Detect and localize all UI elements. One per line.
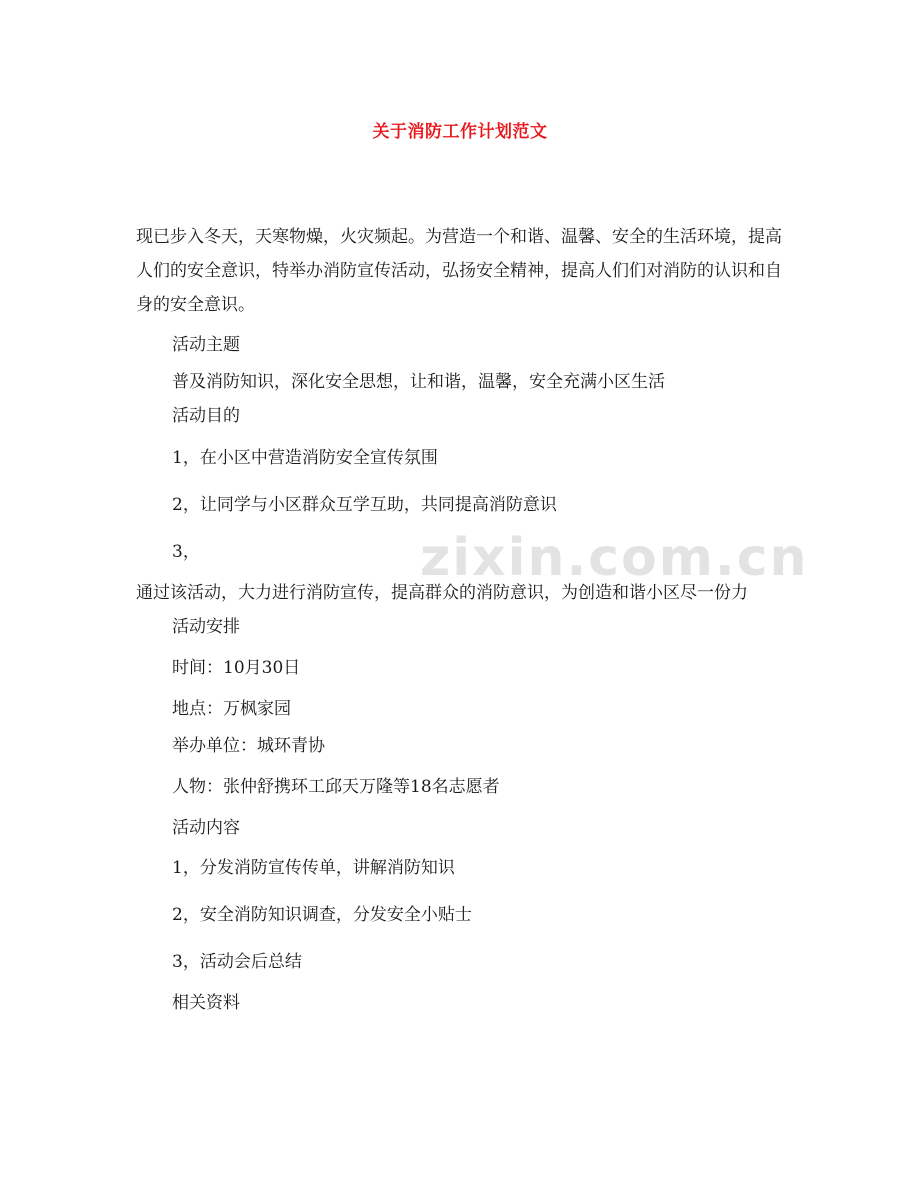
watermark: zixin.com.cn [420,528,809,588]
purpose-item-2: 2，让同学与小区群众互学互助，共同提高消防意识 [172,495,557,515]
arrangement-people: 人物：张仲舒携环工邱天万隆等18名志愿者 [172,777,500,797]
heading-activity-arrangement: 活动安排 [172,617,240,637]
content-item-1: 1，分发消防宣传传单，讲解消防知识 [172,858,455,878]
purpose-item-3-text: 通过该活动，大力进行消防宣传，提高群众的消防意识，为创造和谐小区尽一份力 [136,583,748,603]
arrangement-location: 地点：万枫家园 [172,699,291,719]
heading-activity-content: 活动内容 [172,818,240,838]
heading-activity-theme: 活动主题 [172,335,240,355]
arrangement-time: 时间：10月30日 [172,658,301,678]
heading-related-materials: 相关资料 [172,993,240,1013]
content-item-2: 2，安全消防知识调查，分发安全小贴士 [172,905,472,925]
intro-paragraph: 现已步入冬天，天寒物燥，火灾频起。为营造一个和谐、温馨、安全的生活环境，提高人们的安全意识，特举办消防宣传活动，弘扬安全精神，提高人们们对消防的认识和自身的安全意识。 [136,227,782,315]
purpose-item-1: 1，在小区中营造消防安全宣传氛围 [172,448,438,468]
document-title: 关于消防工作计划范文 [372,122,548,142]
purpose-item-3: 3， [172,542,200,562]
heading-activity-purpose: 活动目的 [172,406,240,426]
content-item-3: 3，活动会后总结 [172,952,302,972]
theme-text: 普及消防知识，深化安全思想，让和谐，温馨，安全充满小区生活 [172,372,665,392]
arrangement-organizer: 举办单位：城环青协 [172,736,325,756]
